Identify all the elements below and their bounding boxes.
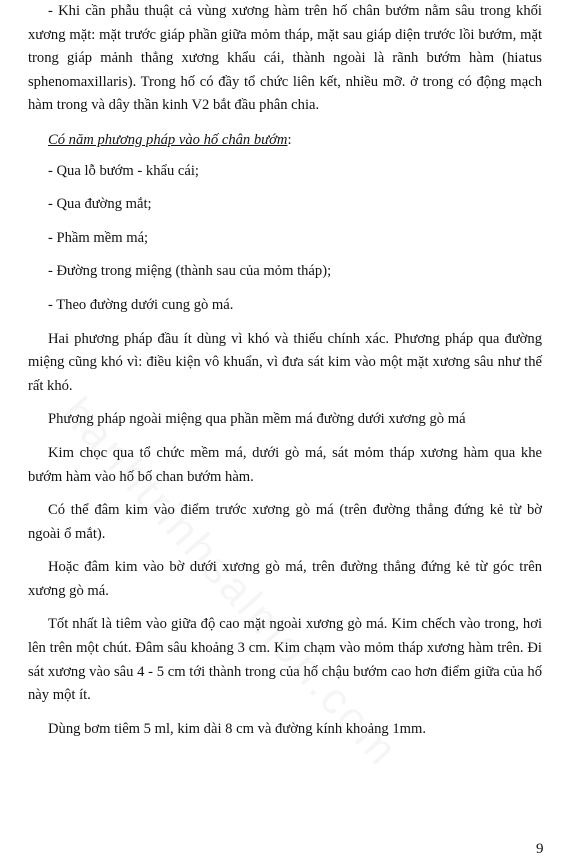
document-page bbox=[28, 0, 542, 741]
method-item: - Qua lỗ bướm - khẩu cái; bbox=[48, 162, 199, 179]
methods-heading bbox=[28, 129, 542, 153]
paragraph-equipment: Dùng bơm tiêm 5 ml, kim dài 8 cm và đường kính khoảng 1mm. bbox=[48, 720, 427, 737]
paragraph-needle-path: Kim chọc qua tổ chức mềm má, dưới gò má, sát mỏm tháp xương hàm qua khe bướm hàm vào hố bố chan bướm hàm. bbox=[28, 444, 542, 485]
method-item: - Phầm mềm má; bbox=[48, 229, 149, 246]
method-item: - Qua đường mắt; bbox=[48, 196, 152, 213]
method-item: - Theo đường dưới cung gò má. bbox=[48, 296, 234, 313]
methods-heading-text: Có năm phương pháp vào hố chân bướm bbox=[48, 131, 288, 148]
paragraph-lower-border: Hoặc đâm kim vào bờ dưới xương gò má, trên đường thẳng đứng kẻ từ góc trên xương gò má. bbox=[28, 559, 542, 599]
paragraph-front-point: Có thể đâm kim vào điểm trước xương gò má (trên đường thẳng đứng kẻ từ bờ ngoài ổ mắt). bbox=[28, 502, 542, 542]
method-item: - Đường trong miệng (thành sau của mỏm tháp); bbox=[48, 263, 332, 280]
methods-heading-colon: : bbox=[287, 131, 292, 148]
page-number: 9 bbox=[536, 841, 544, 857]
paragraph-external-method: Phương pháp ngoài miệng qua phần mềm má đường dưới xương gò má bbox=[48, 411, 466, 428]
paragraph-first-two-methods: Hai phương pháp đầu ít dùng vì khó và thiếu chính xác. Phương pháp qua đường miệng cũng khó vì: điều kiện vô khuẩn, vì đưa sát kim vào một mặt xương sâu như thế rất khó. bbox=[28, 330, 542, 394]
paragraph-best-technique: Tốt nhất là tiêm vào giữa độ cao mặt ngoài xương gò má. Kim chếch vào trong, hơi lên trên một chút. Đâm sâu khoảng 3 cm. Kim chạm vào mỏm tháp xương hàm trên. Đi sát xương vào sâu 4 - 5 cm tới thành trong của hố chậu bướm cao hơn điểm giữa của hố này một ít. bbox=[28, 616, 542, 704]
paragraph-anatomy: - Khi cần phẫu thuật cả vùng xương hàm trên hố chân bướm nằm sâu trong khối xương mặt: mặt trước giáp phần giữa mỏm tháp, mặt sau giáp diện trước lồi bướm, mặt trong giáp mảnh thẳng xương khẩu cái, thành ngoài là rãnh bướm hàm (hiatus sphenomaxillaris). Trong hố có đầy tổ chức liên kết, nhiều mỡ. ở trong có động mạch hàm trong và dây thần kinh V2 bắt đầu phân chia. bbox=[28, 3, 542, 114]
